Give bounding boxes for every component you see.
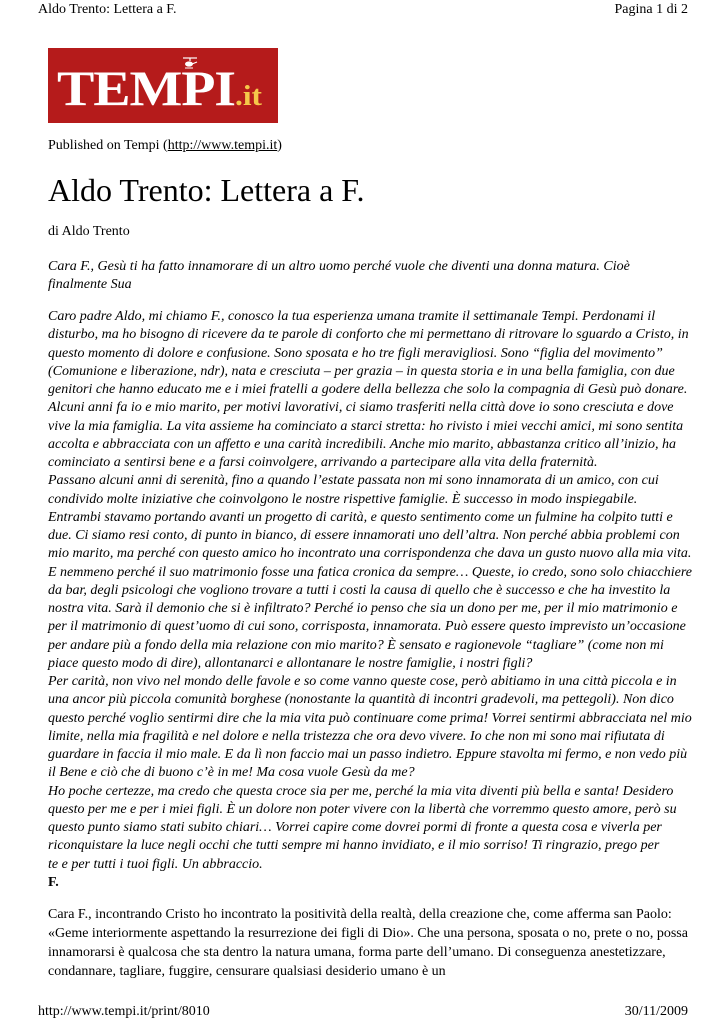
page-counter: Pagina 1 di 2 xyxy=(614,2,688,17)
tempi-site-link[interactable]: http://www.tempi.it xyxy=(167,138,278,153)
logo-name: TEMPI xyxy=(57,60,235,116)
logo-wordmark xyxy=(57,60,262,122)
published-prefix: Published on Tempi ( xyxy=(48,138,168,153)
footer-date: 30/11/2009 xyxy=(624,1004,688,1019)
letter-text: Caro padre Aldo, mi chiamo F., conosco la tua esperienza umana tramite il settimanale Tempi. Perdonami il disturbo, ma ho bisogno di ricevere da te parole di conforto che mi permettano di ritrovare lo sguardo a Cristo, in questo momento di dolore e confusione. Sono sposata e ho tre figli meravigliosi. Sono “figlia del movimento” (Comunione e liberazione, ndr), nata e cresciuta – per grazia – in questa storia e in una bella famiglia, con due genitori che hanno educato me e i miei fratelli a godere della bellezza che solo la compagnia di Gesù può donare. Alcuni anni fa io e mio marito, per motivi lavorativi, ci siamo trasferiti nella città dove io sono cresciuta e dove vive la mia famiglia. La vita assieme ha cominciato a starci stretta: ho rivisto i miei vecchi amici, mi sono sentita accolta e abbracciata con un affetto e una carità incredibili. Anche mio marito, abbastanza critico all’inizio, ha cominciato a sentirsi bene e a farsi coinvolgere, arrivando a partecipare alla vita della fraternità. Passano alcuni anni di serenità, fino a quando l’estate passata non mi sono innamorata di un amico, con cui condivido molte iniziative che coinvolgono le nostre rispettive famiglie. È successo in modo inspiegabile. Entrambi stavamo portando avanti un progetto di carità, e questo sentimento come un fulmine ha colpito tutti e due. Ci siamo resi conto, di punto in bianco, di essere innamorati uno dell’altra. Non perché abbia problemi con mio marito, ma perché con questo amico ho incontrato una corrispondenza che dava un gusto nuovo alla mia vita. E nemmeno perché il suo matrimonio fosse una fatica cronica da sempre… Queste, io credo, sono solo chiacchiere da bar, degli psicologi che vogliono trovare a tutti i costi la causa di quello che è successo e che ha investito la nostra vita. Sarà il demonio che si è infiltrato? Perché io penso che sia un dono per me, per il mio matrimonio e per il matrimonio di quest’uomo di cui sono, corrisposta, innamorata. Può essere questo imprevisto un’occasione per andare più a fondo della mia relazione con mio marito? È sensato e ragionevole “tagliare” (come non mi piace questo modo di dire), allontanarci e allontanare le nostre famiglie, i nostri figli? Per carità, non vivo nel mondo delle favole e so come vanno queste cose, però abitiamo in una città piccola e in una ancor più piccola comunità borghese (nonostante la quantità di incontri gradevoli, ma pettegoli). Non dico questo perché voglio sentirmi dire che la mia vita può continuare come prima! Vorrei sentirmi abbracciata nel mio limite, nella mia fragilità e nel dolore e nella tristezza che ora devo vivere. Io che non mi sono mai rifiutata di guardare in faccia il mio male. E da lì non faccio mai un passo indietro. Eppure stavolta mi fermo, e non vedo più il Bene e ciò che di buono c’è in me! Ma cosa vuole Gesù da me? Ho poche certezze, ma credo che questa croce sia per me, perché la mia vita diventi più bella e santa! Desidero questo per me e per i miei figli. È un dolore non poter vivere con la libertà che vorremmo questo amore, però su questo punto siamo stati subito chiari… Vorrei capire come dovrei pormi di fronte a questa cosa e viverla per riconquistare la luce negli occhi che tutti sempre mi hanno invidiato, e il mio sorriso! Ti ringrazio, prego per te e per tutti i tuoi figli. Un abbraccio. xyxy=(48,309,693,872)
article-author: di Aldo Trento xyxy=(48,224,130,239)
reply-body: Cara F., incontrando Cristo ho incontrato la positività della realtà, della creazione che, come afferma san Paolo: «Geme interiormente aspettando la resurrezione dei figli di Dio». Che una persona, sposata o no, prete o no, possa innamorarsi è qualcosa che sta dentro la natura umana, forma parte dell’umano. Di conseguenza anestetizzare, condannare, tagliare, fuggire, censurare qualsiasi desiderio umano è un xyxy=(48,907,688,979)
footer-url: http://www.tempi.it/print/8010 xyxy=(38,1004,210,1019)
published-on-line xyxy=(48,138,282,154)
letter-signature: F. xyxy=(48,874,59,890)
print-header-title: Aldo Trento: Lettera a F. xyxy=(38,2,177,17)
tempi-logo[interactable] xyxy=(48,48,278,123)
published-suffix: ) xyxy=(277,138,282,153)
letter-body xyxy=(48,308,692,892)
article-title: Aldo Trento: Lettera a F. xyxy=(48,172,365,208)
logo-tld: .it xyxy=(234,81,262,112)
article-lead: Cara F., Gesù ti ha fatto innamorare di un altro uomo perché vuole che diventi una donna matura. Cioè finalmente Sua xyxy=(48,259,630,292)
